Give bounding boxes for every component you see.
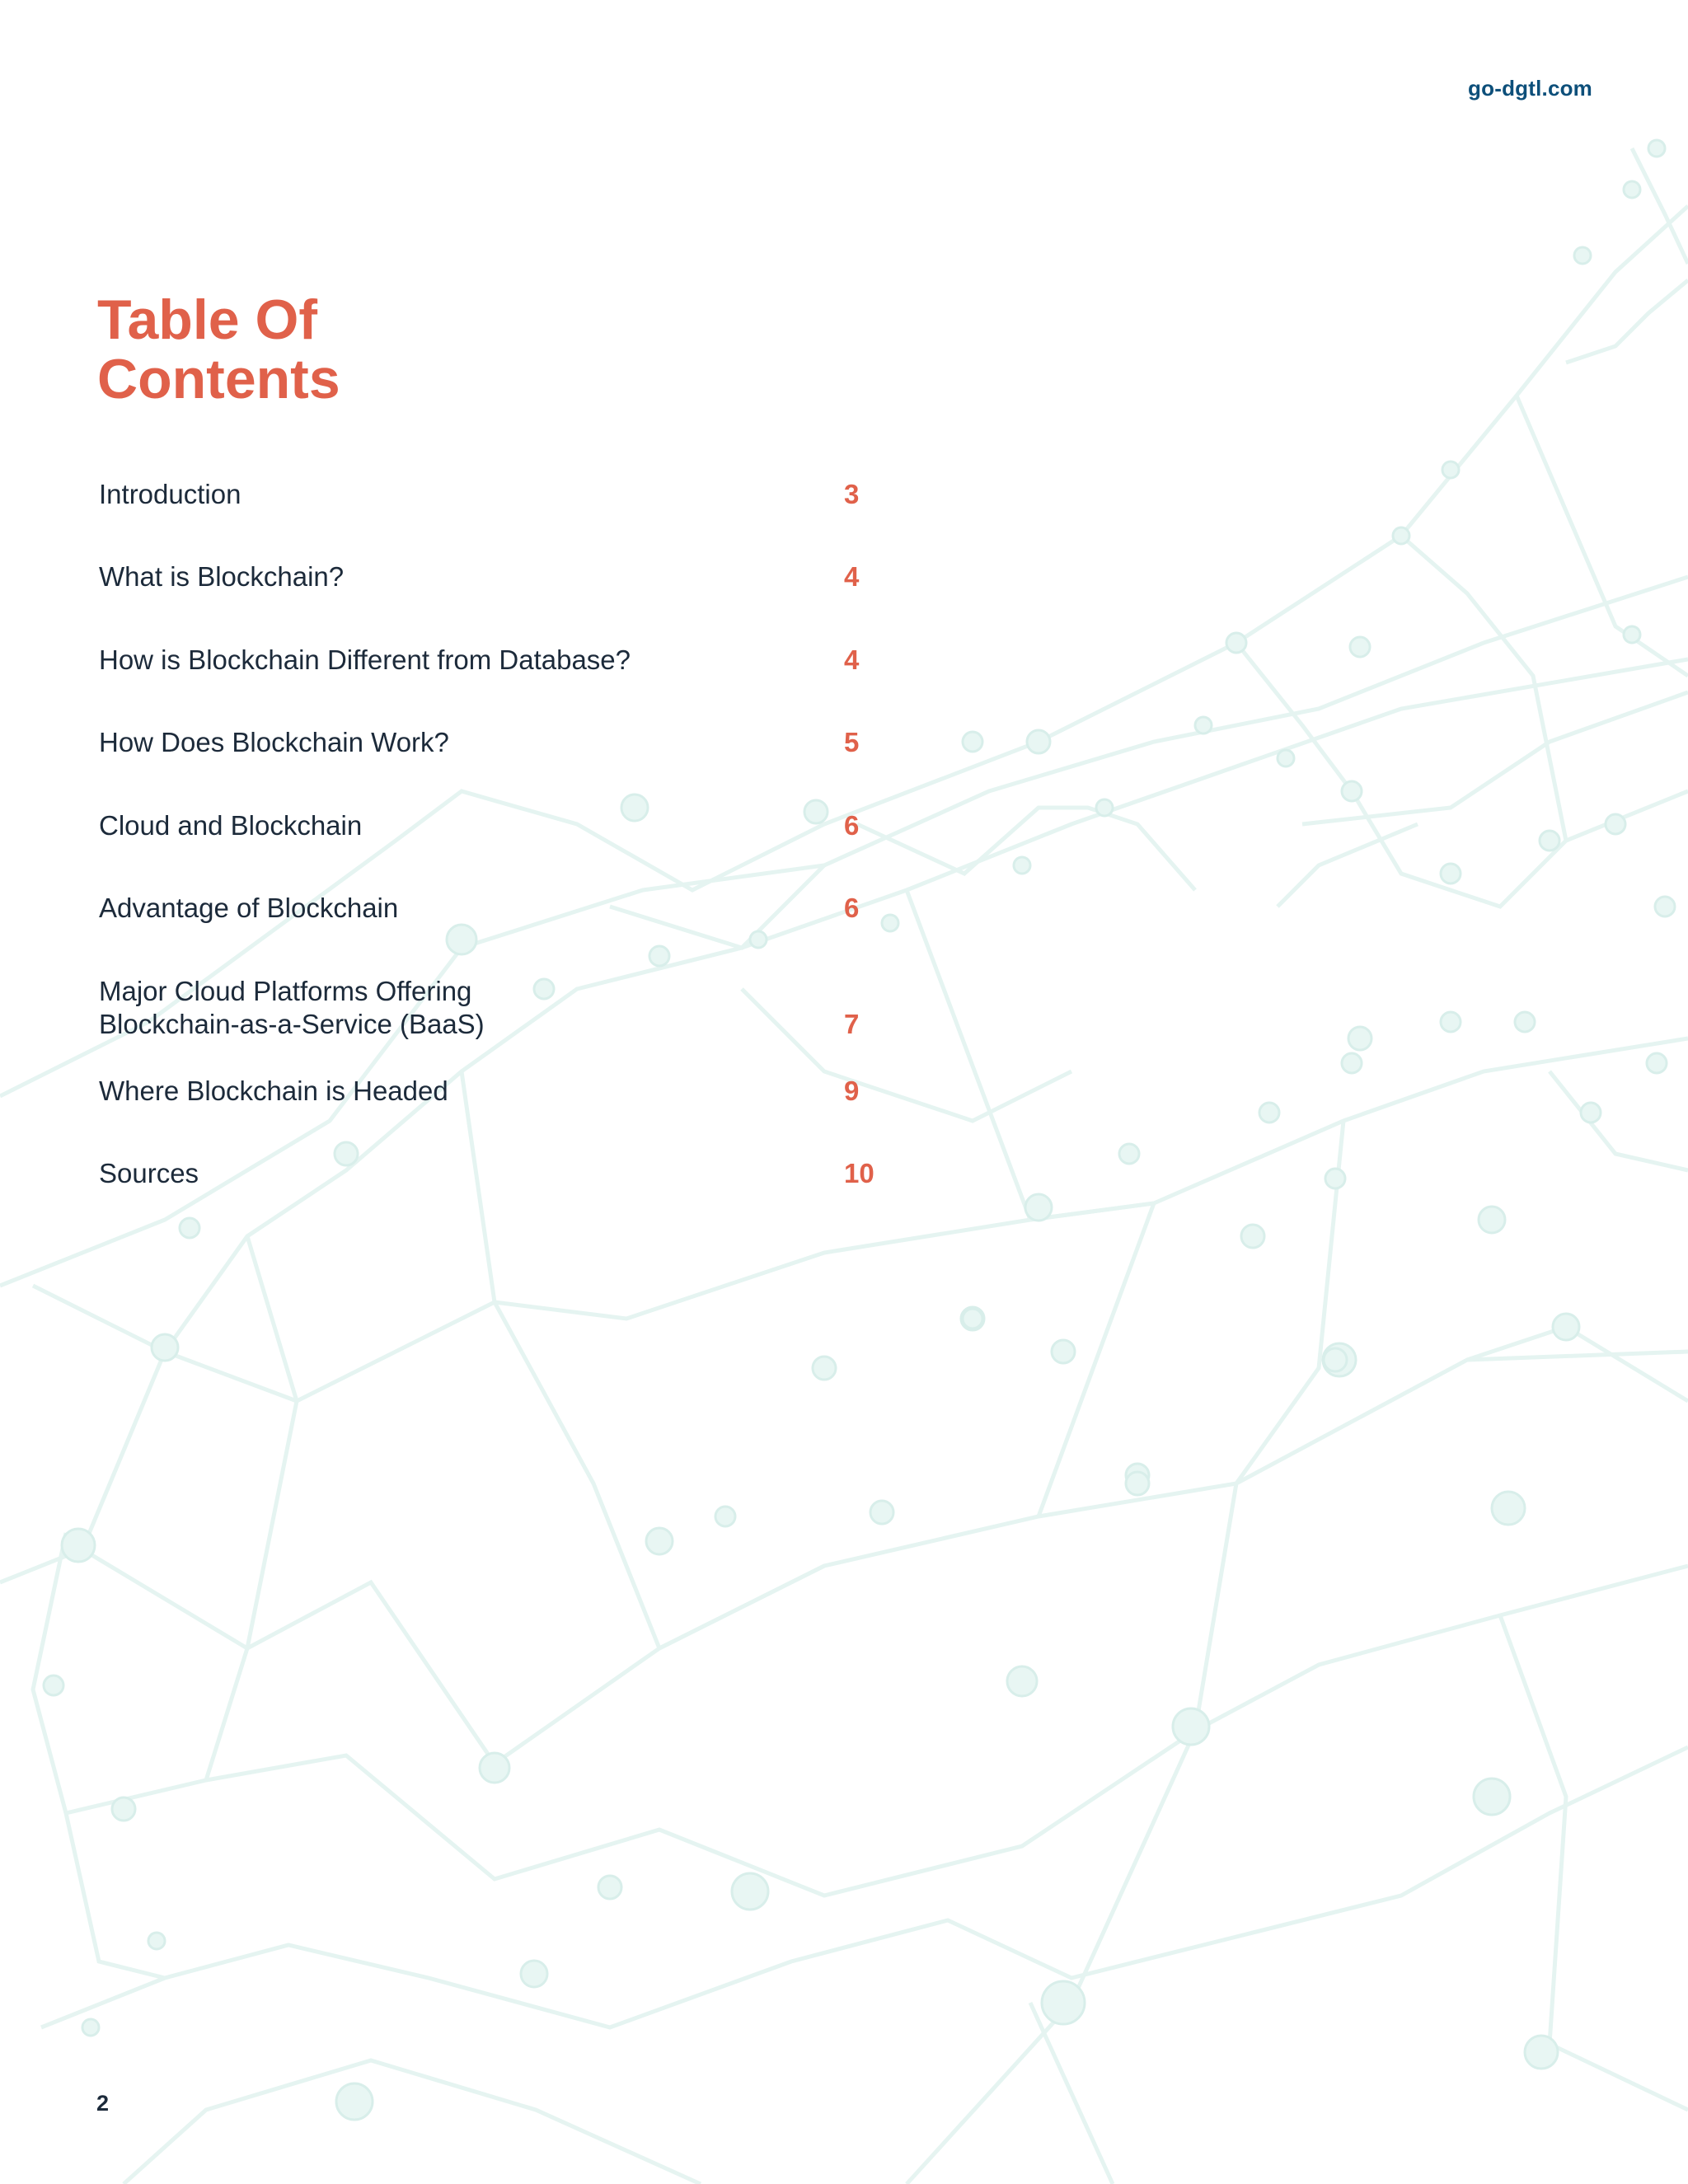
toc-entry-label-line-2: Blockchain-as-a-Service (BaaS) xyxy=(99,1009,485,1039)
toc-entry-label: Where Blockchain is Headed xyxy=(99,1076,448,1106)
toc-entry-page: 4 xyxy=(844,561,860,592)
toc-entry-label xyxy=(99,975,725,1041)
toc-entry-label: What is Blockchain? xyxy=(99,561,345,592)
toc-entry-label: Introduction xyxy=(99,479,241,509)
toc-entry-page: 6 xyxy=(844,893,860,923)
toc-entry-page: 9 xyxy=(844,1076,860,1106)
toc-entry-label: How Does Blockchain Work? xyxy=(99,727,449,757)
toc-entry-page: 3 xyxy=(844,479,860,509)
toc-entry-page: 6 xyxy=(844,810,860,841)
page-number: 2 xyxy=(96,2091,110,2116)
toc-entry-page: 5 xyxy=(844,727,860,757)
toc-entry-page: 4 xyxy=(844,644,860,675)
toc-list xyxy=(99,0,923,2184)
toc-title-line-2: Contents xyxy=(97,348,340,410)
toc-entry-label: How is Blockchain Different from Database? xyxy=(99,644,631,675)
toc-entry-label: Advantage of Blockchain xyxy=(99,893,399,923)
site-url[interactable]: go-dgtl.com xyxy=(1468,76,1592,101)
toc-entry-page: 7 xyxy=(844,1009,860,1039)
toc-entry-label: Sources xyxy=(99,1158,199,1188)
toc-title-line-1: Table Of xyxy=(97,288,317,351)
toc-entry-page: 10 xyxy=(844,1158,874,1188)
toc-entry-label-line-1: Major Cloud Platforms Offering xyxy=(99,976,472,1006)
toc-entry-label: Cloud and Blockchain xyxy=(99,810,363,841)
